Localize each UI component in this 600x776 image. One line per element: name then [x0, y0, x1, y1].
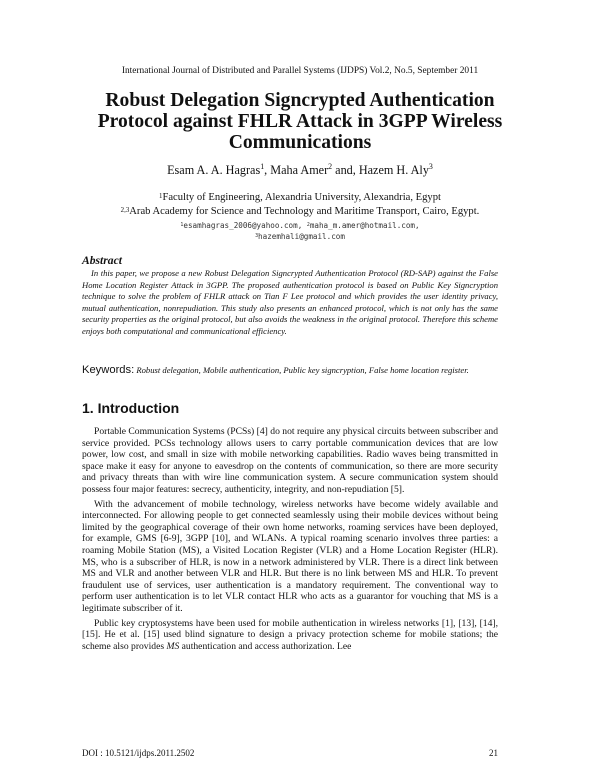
email-1[interactable]: esamhagras_2006@yahoo.com,: [183, 221, 307, 230]
paper-title: Robust Delegation Signcrypted Authentication Protocol against FHLR Attack in 3GPP Wireless Communications: [97, 90, 503, 153]
keywords: [82, 365, 498, 377]
author-1-sup: 1: [260, 161, 265, 171]
section-heading: 1. Introduction: [82, 400, 180, 416]
author-2: , Maha Amer: [264, 163, 329, 177]
affiliation-2: [0, 205, 600, 218]
journal-header: International Journal of Distributed and Parallel Systems (IJDPS) Vol.2, No.5, September 2011: [121, 66, 479, 76]
email-line-2: [0, 232, 600, 242]
abstract-text: In this paper, we propose a new Robust Delegation Signcrypted Authentication Protocol (RD-SAP) against the False Home Location Register Attack in 3GPP. The proposed authentication protocol is based on Public Key Signcryption technique to solve the problem of FHLR attack on Tian F Lee protocol and which provides the user identity privacy, mutual authentication, nonrepudiation. This study also presents an enhanced protocol, which is not only has the same security properties as the original protocol, but also avoids the weakness in the original protocol. Therefore this scheme enjoys both computational and communicational efficiency.: [82, 268, 498, 336]
paragraph-3-a: Public key cryptosystems have been used for mobile authentication in wireless networks [1], [13], [14], [15]. He et al. [15] used blind signature to design a privacy protection scheme for mobile stations; the scheme also provides: [82, 617, 498, 652]
paragraph-1: Portable Communication Systems (PCSs) [4] do not require any physical circuits between subscriber and service provided. PCSs technology allows users to carry portable communication devices that are low power, low cost, and small in size with mobile networking capabilities. Radio waves being transmitted in space make it easy for anyone to eavesdrop on the contents of communication, so there are more security and privacy threats than with wire line communication system. A secure communication system should possess four major features: secrecy, authenticity, integrity, and non-repudiation [5].: [82, 426, 498, 495]
email-3-sup: 3: [255, 233, 259, 240]
email-2-sup: 2: [306, 222, 310, 229]
affiliation-2-sup: 2,3: [120, 206, 130, 214]
doi: DOI : 10.5121/ijdps.2011.2502: [82, 748, 195, 758]
author-2-sup: 2: [328, 161, 333, 171]
abstract-heading: Abstract: [82, 254, 122, 267]
author-3-sup: 3: [428, 161, 433, 171]
author-3: and, Hazem H. Aly: [332, 163, 429, 177]
affiliation-2-text: Arab Academy for Science and Technology and Maritime Transport, Cairo, Egypt.: [129, 206, 480, 217]
affiliation-1-text: Faculty of Engineering, Alexandria University, Alexandria, Egypt: [162, 192, 441, 203]
keywords-label: Keywords:: [82, 364, 135, 376]
paragraph-3-ms: MS: [166, 640, 180, 652]
affiliation-1-sup: 1: [159, 192, 163, 200]
page-number: 21: [489, 748, 498, 758]
author-1: Esam A. A. Hagras: [167, 163, 261, 177]
paragraph-3-b: authentication and access authorization. Lee: [179, 640, 352, 652]
email-1-sup: 1: [180, 222, 184, 229]
email-line-1: [0, 221, 600, 231]
paragraph-2: With the advancement of mobile technology, wireless networks have become widely available and interconnected. For allowing people to get connected seamlessly using their mobile devices without being limited by the geographical coverage of their own home networks, roaming services have been deployed, for example, GMS [6-9], 3GPP [10], and WLANs. A typical roaming scenario involves three parties: a roaming Mobile Station (MS), a Visited Location Register (VLR) and a Home Location Register (HLR). MS, who is a subscriber of HLR, is now in a network administered by VLR. There is a direct link between MS and VLR and another between VLR and HLR. But there is no link between MS and HLR. To prevent fraudulent use of services, user authentication is a mandatory requirement. The conventional way to perform user authentication is to let VLR contact HLR who acts as a guarantor for vouching that MS is a legitimate subscriber of it.: [82, 498, 498, 614]
author-list: [0, 163, 600, 178]
affiliation-1: [0, 191, 600, 204]
email-2[interactable]: maha_m.amer@hotmail.com,: [309, 221, 420, 230]
paragraph-3: [82, 618, 498, 653]
email-3[interactable]: hazemhali@gmail.com: [258, 232, 345, 241]
body-text: [82, 426, 498, 655]
keywords-text: Robust delegation, Mobile authentication, Public key signcryption, False home location register.: [134, 365, 469, 375]
